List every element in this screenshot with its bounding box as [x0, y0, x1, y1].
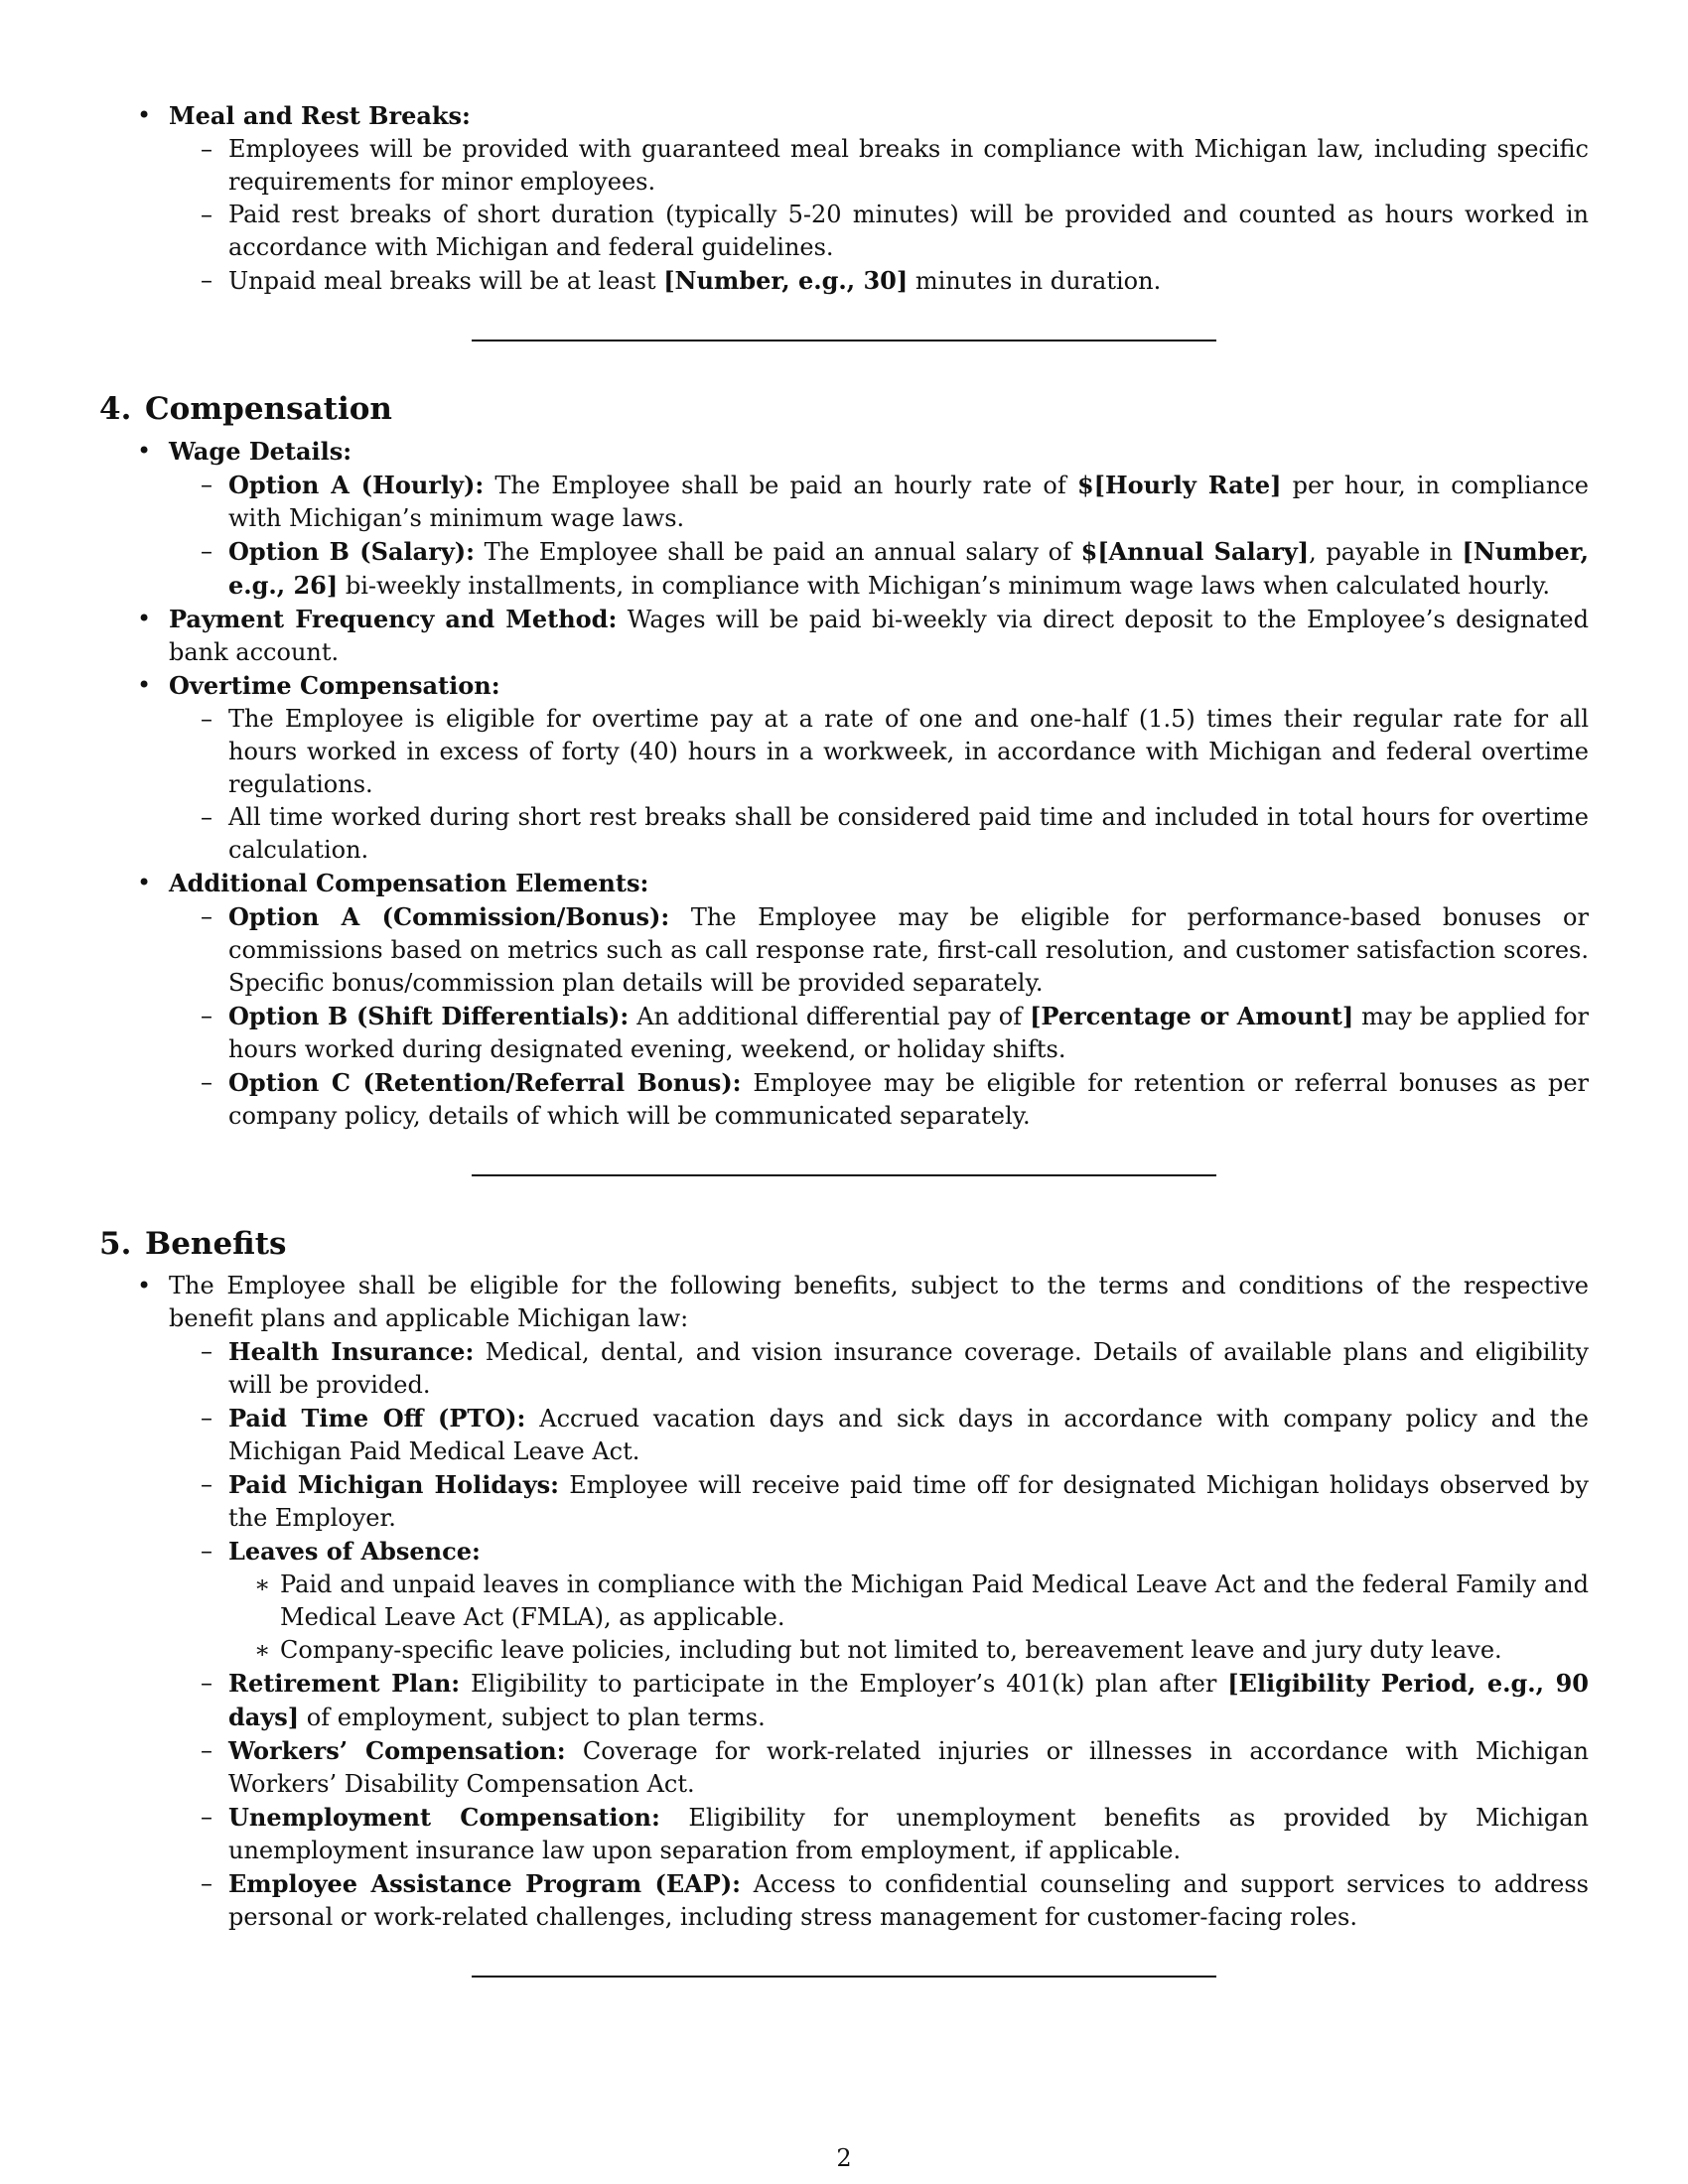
text-span: Accrued vacation days and sick days in accordance with company policy and the Michigan Paid Medical Leave Act.	[228, 1405, 1589, 1465]
overtime-point-1: – The Employee is eligible for overtime pay at a rate of one and one-half (1.5) times their regular rate for all hours worked in excess of forty (40) hours in a workweek, in accordance with Michigan and federal overtime regulations.	[169, 703, 1589, 801]
section-heading-benefits	[99, 1224, 1589, 1264]
benefit-retirement	[169, 1667, 1589, 1734]
benefits-sublist	[169, 1335, 1589, 1934]
benefit-label: Unemployment Compensation:	[228, 1803, 660, 1832]
benefits-list	[99, 1270, 1589, 1934]
text-span: Eligibility to participate in the Employer’s 401(k) plan after	[460, 1670, 1228, 1698]
placeholder-field: $[Annual Salary]	[1080, 537, 1310, 566]
payment-frequency-item	[99, 603, 1589, 669]
section-divider	[472, 1174, 1216, 1176]
meal-breaks-point-3	[169, 264, 1589, 298]
section-number: 5.	[99, 1226, 132, 1262]
additional-compensation-item	[99, 867, 1589, 1133]
text-span: Employee may be eligible for retention or referral bonuses as per company policy, details of which will be communicated separately.	[228, 1069, 1589, 1130]
placeholder-field: [Number, e.g., 30]	[663, 266, 909, 295]
text-span: Coverage for work-related injuries or illnesses in accordance with Michigan Workers’ Disability Compensation Act.	[228, 1737, 1589, 1798]
benefit-holidays	[169, 1468, 1589, 1535]
meal-breaks-point-1: – Employees will be provided with guaranteed meal breaks in compliance with Michigan law, including specific requirements for minor employees.	[169, 133, 1589, 199]
benefit-label: Leaves of Absence:	[228, 1537, 481, 1566]
section-title: Compensation	[145, 391, 392, 427]
text-span: The Employee shall be paid an hourly rate of	[484, 472, 1077, 499]
meal-breaks-item	[99, 99, 1589, 298]
section-divider	[472, 1976, 1216, 1978]
benefit-label: Health Insurance:	[228, 1337, 475, 1366]
payment-label: Payment Frequency and Method:	[169, 605, 618, 633]
additional-option-a	[169, 900, 1589, 1000]
benefit-label: Employee Assistance Program (EAP):	[228, 1869, 742, 1898]
compensation-list	[99, 435, 1589, 1133]
additional-option-c	[169, 1066, 1589, 1133]
benefit-pto	[169, 1402, 1589, 1468]
placeholder-field: $[Hourly Rate]	[1076, 471, 1282, 499]
text-span: The Employee shall be paid an annual salary of	[475, 538, 1081, 566]
text-span: Employee will receive paid time off for designated Michigan holidays observed by the Employer.	[228, 1471, 1589, 1532]
section-divider	[472, 340, 1216, 341]
wage-details-item	[99, 435, 1589, 603]
wage-details-sublist	[169, 469, 1589, 603]
benefit-label: Workers’ Compensation:	[228, 1736, 566, 1765]
overtime-sublist	[169, 703, 1589, 867]
overtime-heading: Overtime Compensation:	[169, 671, 500, 700]
page-content	[99, 99, 1589, 1978]
benefit-workers-comp	[169, 1734, 1589, 1801]
option-label: Option C (Retention/Referral Bonus):	[228, 1068, 742, 1097]
leaves-sublist	[228, 1569, 1589, 1667]
benefits-intro: The Employee shall be eligible for the following benefits, subject to the terms and conditions of the respective benefit plans and applicable Michigan law:	[169, 1272, 1589, 1332]
text-span: of employment, subject to plan terms.	[299, 1704, 766, 1731]
additional-compensation-heading: Additional Compensation Elements:	[169, 869, 649, 897]
benefit-label: Paid Time Off (PTO):	[228, 1404, 526, 1433]
benefits-intro-item	[99, 1270, 1589, 1934]
leave-point-2: ∗ Company-specific leave policies, including but not limited to, bereavement leave and jury duty leave.	[228, 1634, 1589, 1667]
text-span: per hour, in compliance with Michigan’s minimum wage laws.	[228, 472, 1589, 532]
benefit-label: Paid Michigan Holidays:	[228, 1470, 560, 1499]
option-label: Option B (Salary):	[228, 537, 476, 566]
text-span: minutes in duration.	[908, 267, 1162, 295]
text-span: , payable in	[1309, 538, 1463, 566]
text-span: bi-weekly installments, in compliance with Michigan’s minimum wage laws when calculated hourly.	[338, 572, 1551, 600]
option-label: Option B (Shift Differentials):	[228, 1002, 630, 1030]
placeholder-field: [Eligibility Period, e.g., 90 days]	[228, 1669, 1589, 1731]
meal-breaks-heading: Meal and Rest Breaks:	[169, 101, 471, 130]
text-span: The Employee may be eligible for performance-based bonuses or commissions based on metrics such as call response rate, first-call resolution, and customer satisfaction scores. Specific bonus/commission plan details will be provided separately.	[228, 903, 1589, 997]
option-label: Option A (Commission/Bonus):	[228, 902, 670, 931]
text-span: Eligibility for unemployment benefits as provided by Michigan unemployment insurance law upon separation from employment, if applicable.	[228, 1804, 1589, 1864]
text-span: Medical, dental, and vision insurance coverage. Details of available plans and eligibility will be provided.	[228, 1338, 1589, 1399]
meal-breaks-point-2: – Paid rest breaks of short duration (typically 5-20 minutes) will be provided and counted as hours worked in accordance with Michigan and federal guidelines.	[169, 199, 1589, 264]
benefit-label: Retirement Plan:	[228, 1669, 461, 1698]
meal-breaks-sublist	[169, 133, 1589, 298]
benefit-eap	[169, 1867, 1589, 1934]
text-span: Wages will be paid bi-weekly via direct deposit to the Employee’s designated bank account.	[169, 606, 1589, 666]
benefit-health	[169, 1335, 1589, 1402]
additional-option-b	[169, 1000, 1589, 1066]
overtime-item	[99, 669, 1589, 867]
benefit-unemployment	[169, 1801, 1589, 1867]
page-number: 2	[836, 2144, 852, 2172]
meal-breaks-list	[99, 99, 1589, 298]
leave-point-1: ∗ Paid and unpaid leaves in compliance with the Michigan Paid Medical Leave Act and the federal Family and Medical Leave Act (FMLA), as applicable.	[228, 1569, 1589, 1634]
placeholder-field: [Number, e.g., 26]	[228, 537, 1589, 600]
text-span: Access to confidential counseling and support services to address personal or work-related challenges, including stress management for customer-facing roles.	[228, 1870, 1589, 1931]
additional-compensation-sublist	[169, 900, 1589, 1133]
placeholder-field: [Percentage or Amount]	[1030, 1002, 1354, 1030]
wage-option-b	[169, 535, 1589, 603]
text-span: An additional differential pay of	[629, 1003, 1031, 1030]
section-number: 4.	[99, 391, 132, 427]
text-span: Unpaid meal breaks will be at least	[228, 267, 664, 295]
option-label: Option A (Hourly):	[228, 471, 485, 499]
wage-details-heading: Wage Details:	[169, 437, 352, 466]
wage-option-a	[169, 469, 1589, 535]
text-span: may be applied for hours worked during designated evening, weekend, or holiday shifts.	[228, 1003, 1590, 1063]
overtime-point-2: – All time worked during short rest breaks shall be considered paid time and included in total hours for overtime calculation.	[169, 801, 1589, 867]
benefit-leaves	[169, 1535, 1589, 1667]
section-heading-compensation	[99, 389, 1589, 429]
section-title: Benefits	[145, 1226, 287, 1262]
